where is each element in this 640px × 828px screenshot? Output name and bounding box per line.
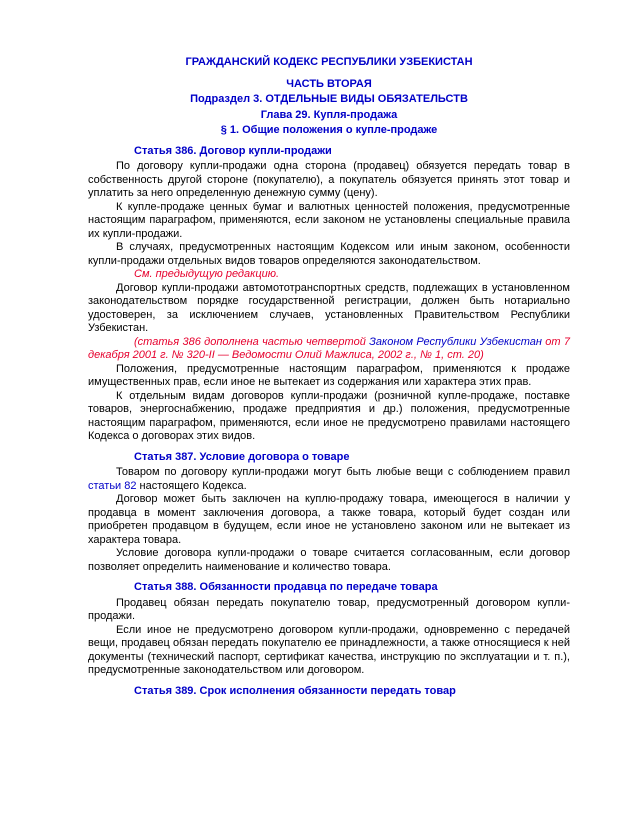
chapter-heading: Глава 29. Купля-продажа: [260, 108, 398, 121]
part-heading: ЧАСТЬ ВТОРАЯ: [286, 77, 372, 90]
paragraph: К отдельным видам договоров купли-продажи (розничной купле-продаже, поставке товаров, энергоснабжению, продаже предприятия и др.) положения, предусмотренные настоящим параграфом, применяются, если иное не предусмотрено правилами настоящего Кодекса о договорах этих видов.: [88, 389, 570, 442]
paragraph: В случаях, предусмотренных настоящим Кодексом или иным законом, особенности купли-продажи отдельных видов товаров определяются законодательством.: [88, 241, 570, 267]
doc-title: ГРАЖДАНСКИЙ КОДЕКС РЕСПУБЛИКИ УЗБЕКИСТАН: [185, 56, 473, 68]
article-389-heading: Статья 389. Срок исполнения обязанности передать товар: [134, 684, 456, 697]
article-388-heading: Статья 388. Обязанности продавца по передаче товара: [134, 581, 438, 593]
paragraph: [88, 466, 570, 493]
paragraph: Если иное не предусмотрено договором купли-продажи, одновременно с передачей вещи, продавец обязан передать покупателю ее принадлежности, а также относящиеся к ней документы (технический паспорт, сертификат качества, инструкцию по эксплуатации и т. п.), предусмотренные законодательством или договором.: [88, 623, 570, 676]
editorial-note: [88, 268, 570, 282]
amendment-text: (статья 386 дополнена частью четвертой: [134, 335, 370, 348]
paragraph: Договор купли-продажи автомототранспортных средств, подлежащих в установленном законодательством порядке государственной регистрации, должен быть нотариально удостоверен, за исключением случаев, установленных Правительством Республики Узбекистан.: [88, 281, 570, 334]
paragraph: Условие договора купли-продажи о товаре считается согласованным, если договор позволяет определить наименование и количество товара.: [88, 547, 570, 573]
section-heading: § 1. Общие положения о купле-продаже: [220, 124, 438, 136]
law-link[interactable]: Законом Республики Узбекистан: [369, 335, 542, 348]
subsection-heading: Подраздел 3. ОТДЕЛЬНЫЕ ВИДЫ ОБЯЗАТЕЛЬСТВ: [190, 93, 468, 105]
see-previous-edition-link[interactable]: См. предыдущую редакцию.: [134, 268, 280, 280]
amendment-note: [88, 336, 570, 363]
paragraph-text: Товаром по договору купли-продажи могут быть любые вещи с соблюдением правил: [116, 466, 570, 478]
article-82-link[interactable]: статьи 82: [88, 479, 137, 492]
paragraph: Положения, предусмотренные настоящим параграфом, применяются к продаже имущественных прав, если иное не вытекает из содержания или характера этих прав.: [88, 362, 570, 388]
paragraph-text: настоящего Кодекса.: [136, 479, 247, 492]
article-387-heading: Статья 387. Условие договора о товаре: [134, 450, 350, 463]
paragraph: Договор может быть заключен на куплю-продажу товара, имеющегося в наличии у продавца в момент заключения договора, а также товара, который будет создан или приобретен продавцом в будущем, если иное не установлено законом или не вытекает из характера товара.: [88, 493, 570, 546]
paragraph: Продавец обязан передать покупателю товар, предусмотренный договором купли-продажи.: [88, 596, 570, 622]
paragraph: По договору купли-продажи одна сторона (продавец) обязуется передать товар в собственность другой стороне (покупателю), а покупатель обязуется принять этот товар и уплатить за него определенную денежную сумму (цену).: [88, 160, 570, 199]
paragraph: К купле-продаже ценных бумаг и валютных ценностей положения, предусмотренные настоящим параграфом, применяются, если законом не установлены специальные правила их купли-продажи.: [88, 200, 570, 240]
amendment-text: от 7 декабря 2001 г. № 320-II — Ведомости Олий Мажлиса, 2002 г., № 1, ст. 20): [88, 335, 570, 361]
article-386-heading: Статья 386. Договор купли-продажи: [134, 144, 332, 157]
